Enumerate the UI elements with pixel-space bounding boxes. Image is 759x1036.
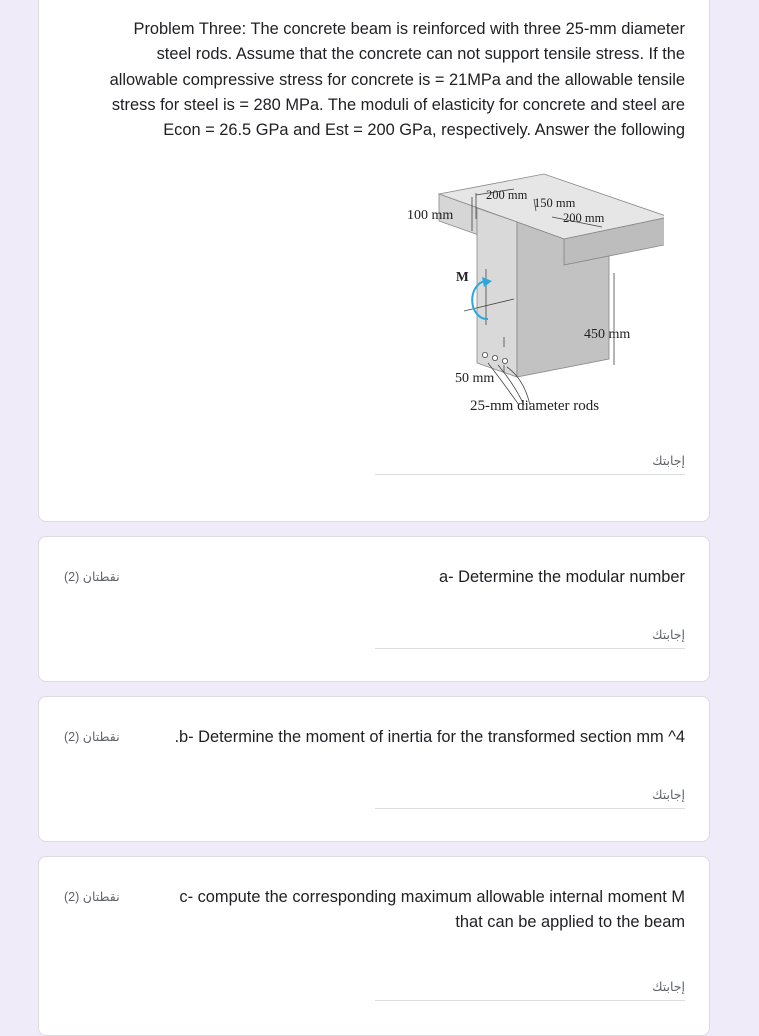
answer-input[interactable]: [375, 453, 685, 475]
question-line: that can be applied to the beam: [455, 913, 685, 932]
web-front-face: [477, 208, 517, 377]
question-card: [38, 696, 710, 842]
moment-label: M: [456, 269, 469, 284]
problem-card: [38, 0, 710, 522]
dim-200-top-label: 200 mm: [486, 188, 528, 202]
dim-200-web-label: 200 mm: [563, 211, 605, 225]
question-card: [38, 536, 710, 682]
rebar: [482, 352, 487, 357]
dim-450-label: 450 mm: [584, 327, 631, 342]
points-badge: نقطتان (2): [64, 570, 120, 584]
question-title: [135, 725, 685, 750]
problem-line: stress for steel is = 280 MPa. The moduli of elasticity for concrete and steel are: [111, 95, 685, 114]
question-line: a- Determine the modular number: [439, 568, 685, 586]
question-card: [38, 856, 710, 1036]
rebar: [492, 355, 497, 360]
beam-figure: [364, 169, 664, 419]
rebar: [502, 358, 507, 363]
problem-line: Problem Three: The concrete beam is reinforced with three 25-mm diameter: [133, 20, 685, 38]
answer-input[interactable]: [375, 627, 685, 649]
question-line: .b- Determine the moment of inertia for the transformed section mm ^4: [174, 728, 685, 746]
answer-input[interactable]: [375, 787, 685, 809]
points-badge: نقطتان (2): [64, 890, 120, 904]
answer-input[interactable]: [375, 979, 685, 1001]
question-title: [439, 565, 685, 590]
question-line: c- compute the corresponding maximum allowable internal moment M: [179, 888, 685, 906]
dim-100-label: 100 mm: [407, 208, 454, 223]
problem-line: steel rods. Assume that the concrete can not support tensile stress. If the: [156, 45, 685, 64]
points-badge: نقطتان (2): [64, 730, 120, 744]
problem-statement: [79, 17, 685, 143]
problem-line: Econ = 26.5 GPa and Est = 200 GPa, respectively. Answer the following: [163, 121, 685, 140]
problem-line: allowable compressive stress for concrete is = 21MPa and the allowable tensile: [109, 70, 685, 89]
dim-50-label: 50 mm: [455, 371, 495, 386]
question-title: [139, 885, 685, 936]
rods-label: 25-mm diameter rods: [470, 398, 600, 414]
dim-150-label: 150 mm: [534, 196, 576, 210]
